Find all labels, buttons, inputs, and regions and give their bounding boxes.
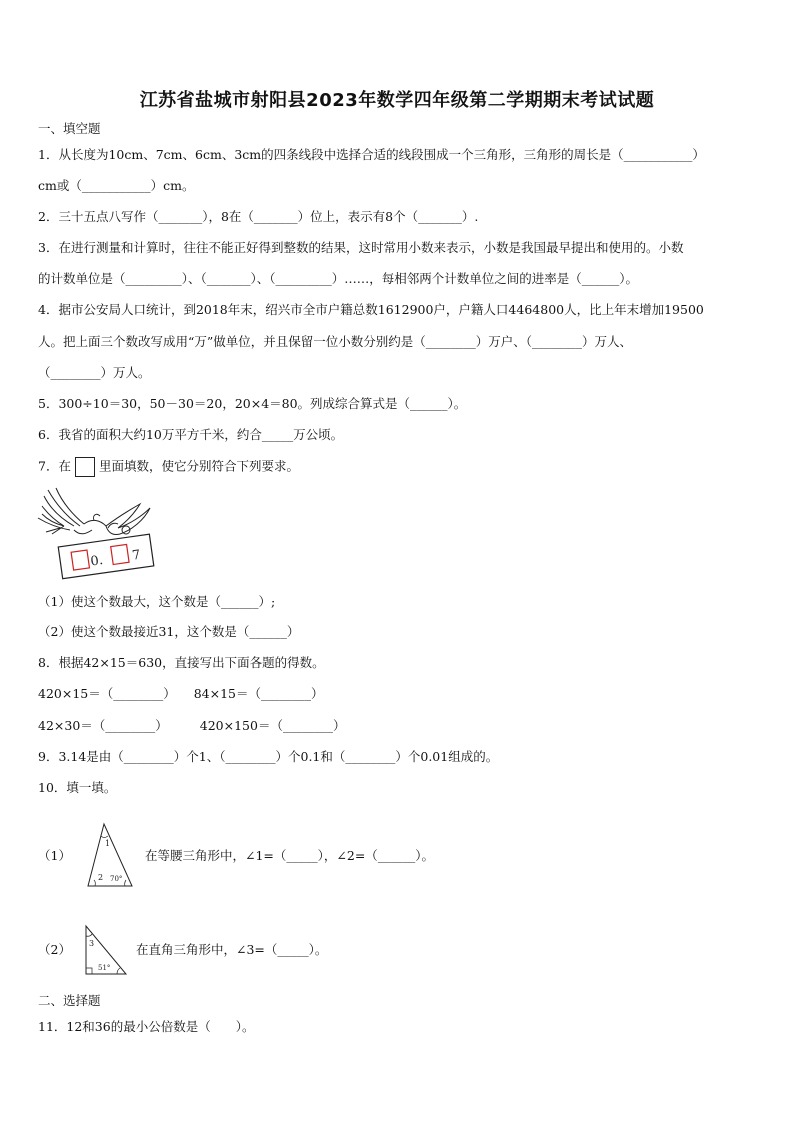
question-10-sub-1-label: （1） — [38, 848, 71, 863]
question-8-item-a: 420×15＝（________） — [38, 686, 176, 701]
question-7-prefix: 7．在 — [38, 458, 71, 474]
question-7-sub-2: （2）使这个数最接近31，这个数是（______） — [38, 624, 300, 639]
question-4-line-1: 4．据市公安局人口统计，到2018年末，绍兴市全市户籍总数1612900户，户籍人口4464800人，比上年末增加19500 — [38, 302, 704, 317]
angle-51-label: 51° — [98, 964, 111, 972]
angle-70-label: 70° — [110, 875, 123, 883]
question-7-sub-1: （1）使这个数最大，这个数是（______）; — [38, 594, 276, 609]
isosceles-triangle-figure — [84, 820, 136, 890]
question-8-item-b: 84×15＝（________） — [193, 686, 324, 701]
bird-sign-illustration — [34, 484, 164, 584]
question-6: 6．我省的面积大约10万平方千米，约合_____万公顷。 — [38, 427, 344, 442]
question-9: 9．3.14是由（________）个1、（________）个0.1和（________）个0.01组成的。 — [38, 749, 499, 764]
question-10-sub-1-text: 在等腰三角形中，∠1=（_____），∠2=（______）。 — [145, 848, 435, 863]
question-11: 11．12和36的最小公倍数是（ ）。 — [38, 1019, 255, 1034]
sign-text-zero-point: 0. — [89, 552, 105, 570]
question-4-line-3: （________）万人。 — [38, 365, 151, 380]
question-1-line-1: 1．从长度为10cm、7cm、6cm、3cm的四条线段中选择合适的线段围成一个三角形，三角形的周长是（___________） — [38, 147, 705, 162]
question-7-suffix: 里面填数，使它分别符合下列要求。 — [98, 458, 299, 474]
question-8-item-c: 42×30＝（________） — [38, 718, 168, 733]
page-title: 江苏省盐城市射阳县2023年数学四年级第二学期期末考试试题 — [139, 90, 655, 111]
question-3-line-1: 3．在进行测量和计算时，往往不能正好得到整数的结果，这时常用小数来表示，小数是我国最早提出和使用的。小数 — [38, 240, 684, 255]
question-5: 5．300÷10＝30，50－30＝20，20×4＝80。列成综合算式是（______）。 — [38, 396, 467, 411]
question-1-line-2: cm或（___________）cm。 — [38, 178, 195, 193]
section-heading-fill-blank: 一、填空题 — [38, 121, 101, 136]
blank-square-icon — [75, 457, 95, 477]
question-4-line-2: 人。把上面三个数改写成用“万”做单位，并且保留一位小数分别约是（________）万户、（________）万人、 — [38, 334, 633, 349]
question-10-sub-2-label: （2） — [38, 942, 71, 957]
question-7-stem — [38, 457, 299, 477]
question-3-line-2: 的计数单位是（_________）、（_______）、（_________）……，每相邻两个计数单位之间的进率是（______）。 — [38, 271, 639, 286]
question-2: 2．三十五点八写作（_______），8在（_______）位上，表示有8个（_______）. — [38, 209, 479, 224]
question-8-row-1 — [38, 686, 324, 702]
sign-text-seven: 7 — [131, 547, 142, 564]
right-triangle-figure — [82, 922, 130, 978]
angle-2-label: 2 — [98, 873, 104, 882]
question-8-row-2 — [38, 718, 345, 734]
angle-3-label: 3 — [89, 939, 95, 948]
question-8-stem: 8．根据42×15＝630，直接写出下面各题的得数。 — [38, 655, 325, 670]
angle-1-label: 1 — [105, 839, 111, 848]
section-heading-multiple-choice: 二、选择题 — [38, 993, 101, 1008]
question-10-sub-2-text: 在直角三角形中，∠3=（_____）。 — [136, 942, 328, 957]
question-8-item-d: 420×150＝（________） — [199, 718, 346, 733]
question-10-stem: 10．填一填。 — [38, 780, 117, 795]
